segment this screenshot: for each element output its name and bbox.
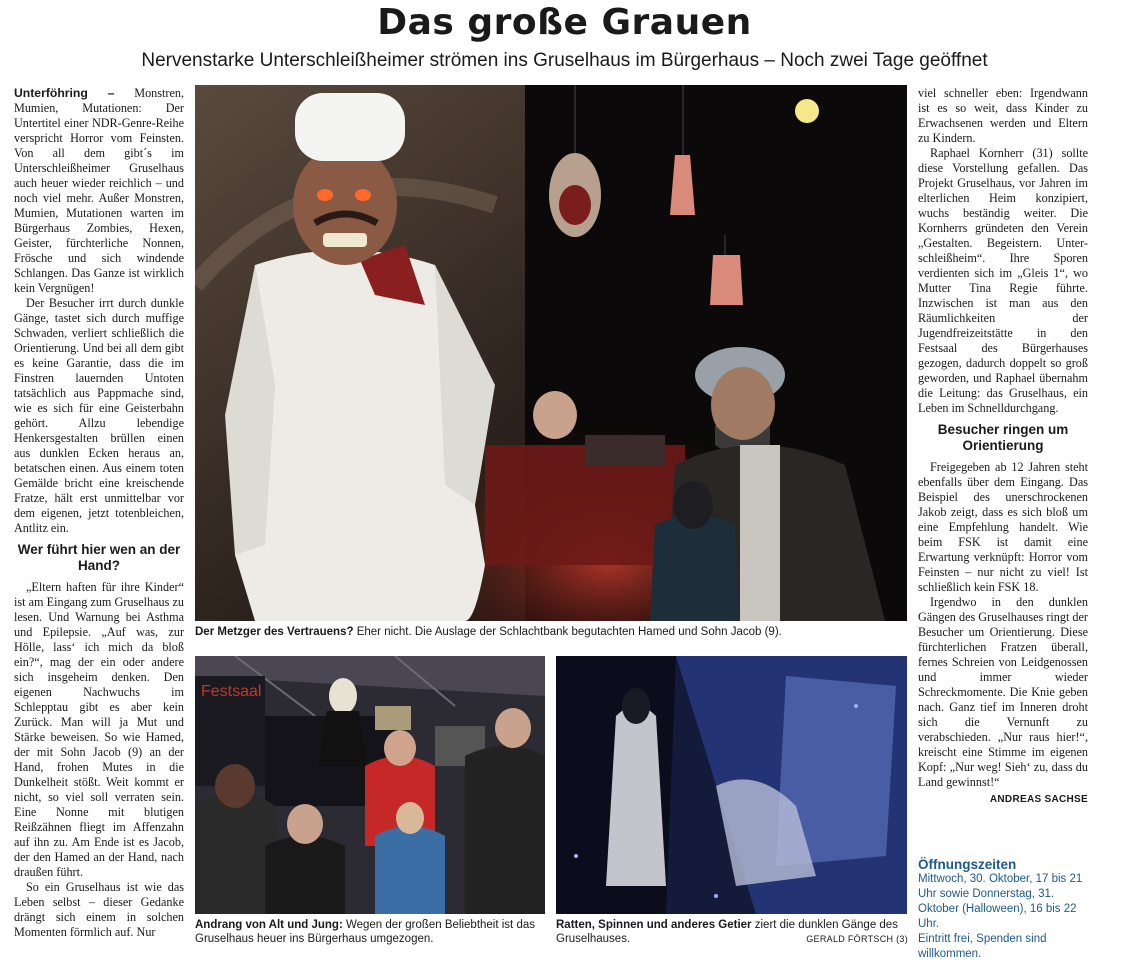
subhead: Wer führt hier wen an der Hand?	[17, 542, 181, 573]
opening-hours-title: Öffnungszeiten	[918, 857, 1017, 872]
photo-butcher-image	[195, 85, 907, 621]
paragraph: Irgendwo in den dunklen Gängen des Gruselhauses ringt der Besucher um Orientierung. Diese fürchterlichen Fratzen überall, fernes Schreien von Leidgenossen und immer wieder Schreckmomente. Die Knie geben nach. Ganz tief im Inneren droht sich die Vernunft zu verabschieden. „Nur raus hier!“, kreischt eine Stimme im eigenen Kopf: „Nur weg! Sieh‘ zu, dass du Land gewinnst!“	[918, 595, 1088, 789]
photo-dark-corridor	[556, 656, 907, 914]
photo-crowd-image	[195, 656, 545, 914]
subheadline: Nervenstarke Unterschleißheimer strömen ins Gruselhaus im Bürgerhaus – Noch zwei Tage geöffnet	[141, 50, 988, 71]
paragraph: „Eltern haften für ihre Kinder“ ist am Eingang zum Gruselhaus zu lesen. Und Warnung bei Asthma und Epilepsie. „Auf was, zur Hölle, lass‘ ich mich da bloß ein?“, mag der ein oder andere sich insgeheim denken. Den eigenen Nachwuchs im Schlepptau gibt es aber kein Zurück. Man will ja Mut und Stärke beweisen. So wie Hamed, der mit Sohn Jacob (9) an der Hand, frohen Mutes in die Dunkelheit stößt. Weit kommt er nicht, so viel soll verraten sein. Eine Nonne mit blutigen Reißzähnen fliegt im Affenzahn auf ihn zu. Am Ende ist es Jacob, der den Hamed an der Hand, nach draußen führt.	[14, 580, 184, 879]
photo-credit: GERALD FÖRTSCH (3)	[806, 934, 908, 944]
subhead: Besucher ringen um Orientierung	[937, 422, 1069, 453]
paragraph: viel schneller eben: Irgendwann ist es so weit, dass Kinder zu Erwachsenen werden und Eltern zu Kindern.	[918, 86, 1088, 145]
paragraph-text: Monstren, Mumien, Mutationen: Der Untertitel einer NDR-Genre-Reihe verspricht Horror vom Feinsten. Von all dem gibt´s im Unterschleißheimer Gruselhaus auch heuer wieder reichlich – und noch viel mehr. Außer Monstren, Mumien, Mutationen warten im Bürgerhaus Zombies, Hexen, Geister, fürchterliche Nonnen, Frösche und sich windende Schlangen. Das Ganze ist wirklich kein Vergnügen!	[14, 86, 184, 295]
caption-main	[195, 625, 907, 639]
caption-left-text: Wegen der großen Beliebtheit ist das Gruselhaus heuer ins Bürgerhaus umgezogen.	[195, 919, 535, 945]
column-right	[918, 86, 1088, 807]
author-byline: ANDREAS SACHSE	[989, 794, 1088, 805]
caption-left	[195, 918, 547, 946]
paragraph: So ein Gruselhaus ist wie das Leben selbst – dieser Gedanke drängt sich einem in solchen Momenten förmlich auf. Nur	[14, 880, 184, 939]
photo-crowd-entrance	[195, 656, 545, 914]
paragraph: Der Besucher irrt durch dunkle Gänge, tastet sich durch muffige Schwaden, verliert schließlich die Orientierung. Und bei all dem gibt es keine Garantie, dass die im Finstren lauernden Untoten tatsächlich aus Pappmache sind, wie es sich für eine Geisterbahn gehört. Allzu lebendige Henkersgestalten brüllen einen aus dunklen Ecken heraus an, betatschen einen. Aus einem toten Gemälde bricht eine kreischende Fratze, hält erst unmittelbar vor dem eigenen, jetzt totenbleichen, Antlitz ein.	[14, 296, 184, 535]
caption-right-lead: Ratten, Spinnen und anderes Getier	[556, 919, 752, 931]
column-left	[14, 86, 184, 940]
caption-right-text: ziert die dunklen Gänge des Gruselhauses.	[556, 919, 898, 945]
opening-hours-box	[918, 857, 1088, 962]
photo-corridor-image	[556, 656, 907, 914]
photo-butcher-scene	[195, 85, 907, 621]
caption-main-text: Eher nicht. Die Auslage der Schlachtbank begutachten Hamed und Sohn Jacob (9).	[353, 626, 782, 638]
opening-hours-admission: Eintritt frei, Spenden sind willkommen.	[918, 933, 1047, 960]
paragraph: Raphael Kornherr (31) sollte diese Vorstellung gefallen. Das Projekt Gruselhaus, vor Jahren im elterlichen Heim konzipiert, wuchs beständig weiter. Die Kornherrs gründeten den Verein „Gestalten. Begeistern. Unter-schleißheim“. Ihre Sporen verdienten sich im „Gleis 1“, wo Mutter Tina Regie führte. Inzwischen ist man aus den Räumlichkeiten der Jugendfreizeitstätte in den Festsaal des Bürgerhauses gezogen, dadurch doppelt so groß geworden, und Raphael übernahm die Leitung: das Gruselhaus, ein Leben im Schnelldurchgang.	[918, 146, 1088, 415]
paragraph: Freigegeben ab 12 Jahren steht ebenfalls über dem Eingang. Das Beispiel des unerschrockenen Jakob zeigt, dass es sich bloß um eine Empfehlung handelt. Wie beim FSK ist damit eine Erwartung verknüpft: Horror vom Feinsten – nur nicht zu viel! Ist schließlich kein FSK 18.	[918, 460, 1088, 594]
paragraph	[14, 86, 184, 296]
opening-hours-times: Mittwoch, 30. Oktober, 17 bis 21 Uhr sowie Donnerstag, 31. Oktober (Halloween), 16 bis 22 Uhr.	[918, 873, 1083, 930]
caption-main-lead: Der Metzger des Vertrauens?	[195, 626, 354, 638]
sign-festsaal: Festsaal	[201, 683, 262, 700]
caption-left-lead: Andrang von Alt und Jung:	[195, 919, 343, 931]
dateline: Unterföhring –	[14, 86, 115, 100]
headline: Das große Grauen	[377, 2, 752, 43]
